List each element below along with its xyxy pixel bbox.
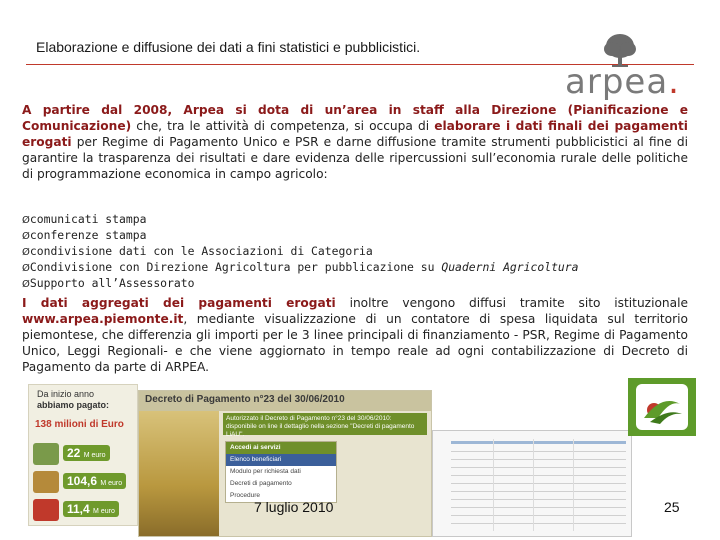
aggregate-text-1: inoltre vengono diffusi tramite sito istituzionale — [335, 296, 688, 310]
arrow-bullet-icon: Ø — [22, 215, 30, 226]
arpea-logo-text — [565, 62, 680, 102]
menu-item: Decreti di pagamento — [230, 480, 292, 487]
menu-item: Modulo per richiesta dati — [230, 468, 301, 475]
list-item: Øcomunicati stampa — [22, 212, 147, 226]
wheat-field-photo — [139, 411, 219, 536]
arrow-bullet-icon: Ø — [22, 263, 30, 274]
logo-word: arpea — [565, 62, 669, 102]
tractor-icon — [33, 471, 59, 493]
list-item: ØSupporto all’Assessorato — [22, 276, 195, 290]
payments-table-image — [432, 430, 632, 537]
intro-paragraph — [22, 102, 688, 182]
slide-title: Elaborazione e diffusione dei dati a fini statistici e pubblicistici. — [36, 39, 421, 55]
arpea-green-badge — [628, 378, 696, 436]
menu-item: Accedi ai servizi — [226, 442, 336, 454]
decree-title: Decreto di Pagamento n°23 del 30/06/2010 — [145, 394, 345, 405]
spending-counter-image — [28, 384, 138, 526]
website-link[interactable]: www.arpea.piemonte.it — [22, 312, 184, 326]
decree-notice: Autorizzato il Decreto di Pagamento n°23 del 30/06/2010: disponibile on line il dettaglio nella sezione "Decreti di pagamento LiAU". — [223, 413, 427, 435]
aggregate-text-2: , mediante visualizzazione di un contatore di spesa liquidata sul territorio piemontese, che differenzia gli importi per le 3 linee principali di finanziamento - PSR, Regime di Pagamento Unico, Leggi Regionali- e che viene aggiornato in tempo reale ad ogni contabilizzazione di Decreto di Pagamento da parte di ARPEA. — [22, 312, 688, 374]
intro-bold-mid: elaborare i dati finali dei pagamenti erogati — [22, 119, 688, 149]
aggregate-bold: I dati aggregati dei pagamenti erogati — [22, 296, 336, 310]
intro-text-2: per Regime di Pagamento Unico e PSR e darne diffusione tramite strumenti pubblicistici al fine di garantire la trasparenza dei risultati e dare evidenza delle ripercussioni sull’economia rurale delle politiche di programmazione economica in campo agricolo: — [22, 135, 688, 181]
counter-row: 22 M euro — [33, 443, 133, 465]
counter-total: 138 milioni di Euro — [35, 419, 124, 430]
logo-dot: . — [668, 62, 680, 102]
arrow-bullet-icon: Ø — [22, 279, 30, 290]
intro-text-1: che, tra le attività di competenza, si occupa di — [131, 119, 435, 133]
region-flag-icon — [33, 499, 59, 521]
aggregate-paragraph — [22, 295, 688, 375]
activity-list — [22, 212, 688, 292]
list-item: Øcondivisione dati con le Associazioni di Categoria — [22, 244, 373, 258]
menu-item: Elenco beneficiari — [226, 454, 336, 466]
page-number: 25 — [664, 499, 680, 515]
swirl-icon — [636, 384, 688, 430]
publication-name: Quaderni Agricoltura — [441, 260, 579, 274]
list-item: ØCondivisione con Direzione Agricoltura per pubblicazione su Quaderni Agricoltura — [22, 260, 579, 274]
menu-item: Procedure — [230, 492, 260, 499]
counter-caption: Da inizio anno abbiamo pagato: — [37, 389, 110, 410]
butterfly-icon — [33, 443, 59, 465]
arrow-bullet-icon: Ø — [22, 231, 30, 242]
list-item: Øconferenze stampa — [22, 228, 147, 242]
arrow-bullet-icon: Ø — [22, 247, 30, 258]
counter-row: 104,6 M euro — [33, 471, 133, 493]
counter-row: 11,4 M euro — [33, 499, 133, 521]
intro-bold: A partire dal 2008, Arpea si dota di un’area in staff alla Direzione (Pianificazione e Comunicazione) — [22, 103, 688, 133]
footer-date: 7 luglio 2010 — [254, 499, 334, 515]
services-menu — [225, 441, 337, 503]
